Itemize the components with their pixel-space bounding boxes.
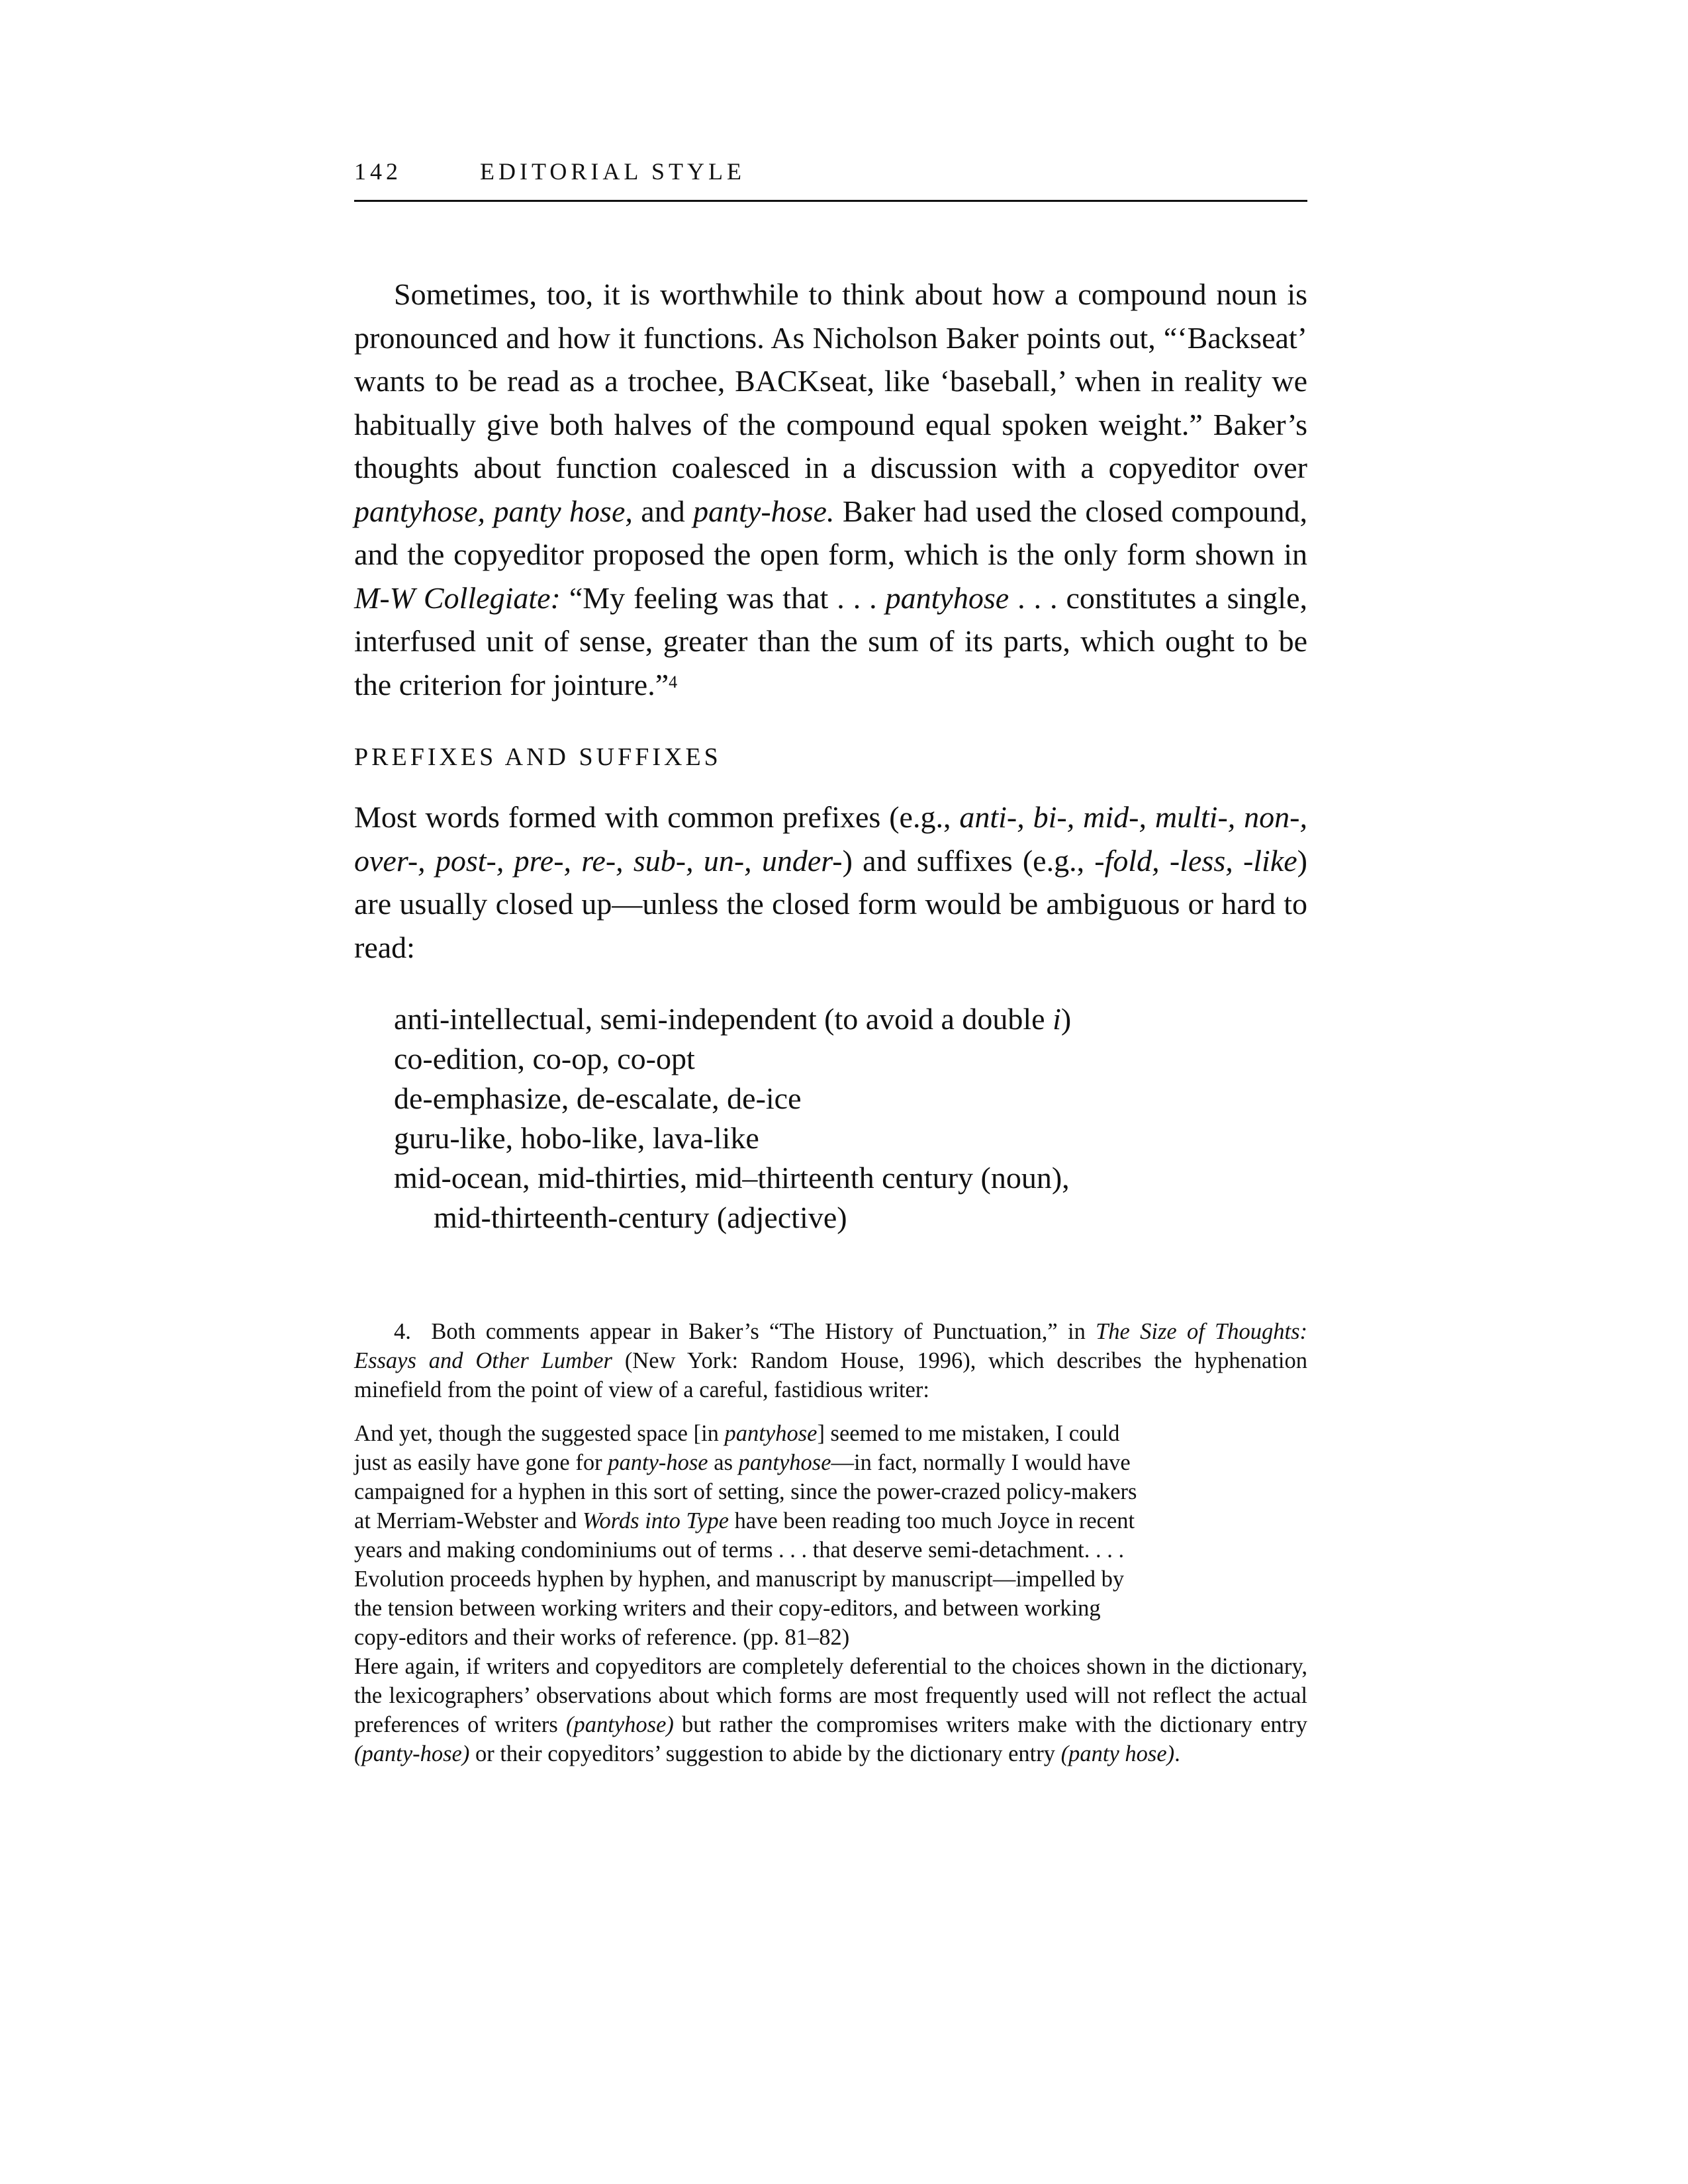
quote-line	[354, 1448, 1307, 1477]
example-item-continuation: mid-thirteenth-century (adjective)	[434, 1201, 847, 1234]
italic-run: pantyhose	[724, 1421, 818, 1446]
example-item: mid-ocean, mid-thirties, mid–thirteenth century (noun),	[394, 1161, 1070, 1195]
text-run: and	[632, 494, 694, 528]
quote-line	[354, 1506, 1307, 1535]
text-run: Most words formed with common prefixes (e.g.,	[354, 800, 960, 834]
italic-run: -fold, -less, -like	[1094, 843, 1297, 878]
example-item: de-emphasize, de-escalate, de-ice	[394, 1081, 802, 1115]
text-run: .	[1174, 1741, 1180, 1766]
italic-run: M-W Collegiate:	[354, 580, 561, 615]
example-list	[394, 999, 1071, 1238]
text-run: as	[708, 1450, 739, 1475]
text-run: . . . constitutes a single, interfused unit of sense, greater than the sum of its parts, which ought to be the criterion for jointure.”	[354, 580, 1307, 702]
italic-run: The Size of Thoughts: Essays and Other Lumber	[354, 1319, 1307, 1373]
running-head-title: EDITORIAL STYLE	[480, 158, 745, 185]
quote-line: campaigned for a hyphen in this sort of setting, since the power-crazed policy-makers	[354, 1479, 1137, 1504]
text-run: have been reading too much Joyce in recent	[729, 1508, 1135, 1533]
text-run: )	[1060, 1002, 1072, 1036]
text-run: 4. Both comments appear in Baker’s “The History of Punctuation,” in	[394, 1319, 1096, 1344]
text-run: And yet, though the suggested space [in	[354, 1421, 725, 1446]
text-run: (New York: Random House, 1996), which describes the hyphenation minefield from the point of view of a careful, fastidious writer:	[354, 1348, 1307, 1402]
italic-run: pantyhose	[885, 580, 1009, 615]
text-run: anti-intellectual, semi-independent (to avoid a double	[394, 1002, 1053, 1036]
italic-run: pantyhose, panty hose,	[354, 494, 633, 528]
quote-line: Evolution proceeds hyphen by hyphen, and manuscript by manuscript—impelled by	[354, 1567, 1125, 1592]
text-run: ) are usually closed up—unless the closed form would be ambiguous or hard to read:	[354, 843, 1307, 964]
text-run: ) and suffixes (e.g.,	[842, 843, 1095, 878]
text-run: —in fact, normally I would have	[831, 1450, 1131, 1475]
text-run: but rather the compromises writers make with the dictionary entry	[673, 1712, 1307, 1737]
italic-run: pantyhose	[738, 1450, 831, 1475]
footnote-ref[interactable]: 4	[669, 672, 678, 692]
quote-line: the tension between working writers and their copy-editors, and between working	[354, 1596, 1101, 1621]
italic-run: (pantyhose)	[566, 1712, 674, 1737]
text-run: Baker had used the closed compound, and the copyeditor proposed the open form, which is the only form shown in	[354, 494, 1307, 571]
italic-run: panty-hose	[608, 1450, 708, 1475]
page-number: 142	[354, 158, 402, 185]
text-run: or their copyeditors’ suggestion to abide by the dictionary entry	[469, 1741, 1061, 1766]
body-text	[354, 273, 1307, 706]
paragraph-prefixes	[354, 796, 1307, 969]
italic-run: i	[1053, 1002, 1061, 1036]
italic-run: (panty hose)	[1060, 1741, 1175, 1766]
quote-line	[354, 1419, 1307, 1448]
text-run: at Merriam-Webster and	[354, 1508, 583, 1533]
footnote-paragraph	[354, 1652, 1307, 1768]
italic-run: panty-hose.	[693, 494, 835, 528]
text-run: Here again, if writers and copyeditors are completely deferential to the choices shown in the dictionary, the lexicographers’ observations about which forms are most frequently used will not reflect the actual preferences of writers	[354, 1654, 1307, 1737]
italic-run: anti-, bi-, mid-, multi-, non-, over-, post-, pre-, re-, sub-, un-, under-	[354, 800, 1307, 878]
quote-line: years and making condominiums out of terms . . . that deserve semi-detachment. . . .	[354, 1537, 1125, 1563]
footnote-paragraph	[354, 1317, 1307, 1404]
text-run: “My feeling was that . . .	[560, 580, 886, 615]
footnote-4	[354, 1317, 1307, 1768]
header-rule	[354, 200, 1307, 202]
section-heading: PREFIXES AND SUFFIXES	[354, 743, 722, 771]
text-run: Sometimes, too, it is worthwhile to think about how a compound noun is pronounced and how it functions. As Nicholson Baker points out, “‘Backseat’ wants to be read as a trochee, BACKseat, like ‘baseball,’ when in reality we habitually give both halves of the compound equal spoken weight.” Baker’s thoughts about function coalesced in a discussion with a copyeditor over	[354, 277, 1307, 484]
text-run: ] seemed to me mistaken, I could	[817, 1421, 1120, 1446]
italic-run: Words into Type	[582, 1508, 729, 1533]
example-item: co-edition, co-op, co-opt	[394, 1042, 695, 1075]
paragraph-compound-nouns	[354, 273, 1307, 706]
example-item	[394, 999, 1071, 1039]
text-run: just as easily have gone for	[354, 1450, 608, 1475]
italic-run: (panty-hose)	[354, 1741, 470, 1766]
example-item: guru-like, hobo-like, lava-like	[394, 1121, 759, 1155]
running-head	[354, 158, 1307, 185]
quote-line: copy-editors and their works of reference. (pp. 81–82)	[354, 1625, 850, 1650]
